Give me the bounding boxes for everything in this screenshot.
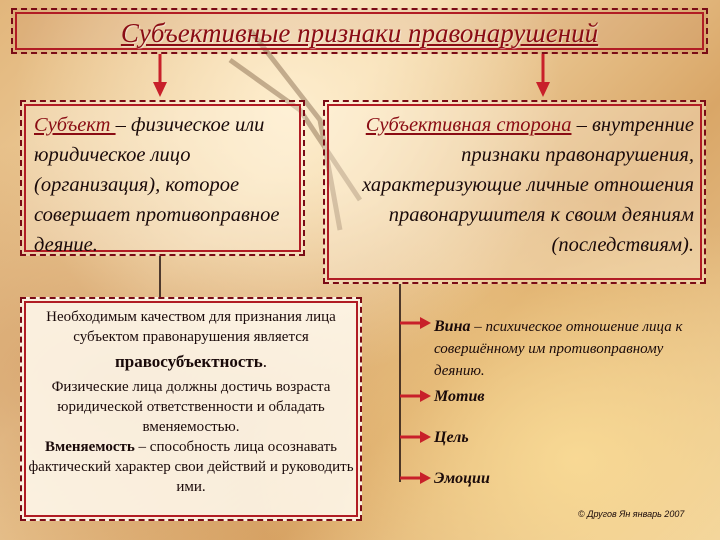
legal-capacity-key [28,347,354,377]
arrow-head-left [153,82,167,97]
legal-capacity-box [20,297,362,521]
item-emotions-term: Эмоции [434,470,490,487]
title-box [11,8,708,54]
legal-capacity-term: правосубъектность [114,352,263,371]
subject-text: – физическое или юридическое лицо (организация), которое совершает противоправное деяние. [34,114,280,256]
copyright-text: © Другов Ян январь 2007 [578,509,685,519]
subject-term: Субъект [34,114,116,136]
subjective-side-text: – внутренние признаки правонарушения, характеризующие личные отношения правонарушителя к своим деяниям (последствиям). [362,114,694,256]
item-guilt-desc: – психическое отношение лица к совершённому им противоправному деянию. [434,319,683,379]
sanity-term: Вменяемость [45,439,135,455]
item-motive [434,388,485,406]
sanity-text: – способность лица осознавать фактический характер свои действий и руководить ими. [28,439,354,495]
item-arrows [400,317,431,484]
item-guilt [434,316,696,382]
item-goal-term: Цель [434,429,469,446]
sanity-definition [28,437,354,497]
page-title: Субъективные признаки правонарушений [120,18,599,48]
subjective-side-definition [324,110,694,260]
item-motive-term: Мотив [434,388,485,405]
legal-capacity-text [28,307,354,497]
subjective-side-box [323,100,706,284]
item-guilt-term: Вина [434,318,471,335]
subject-definition [34,110,304,260]
arrow-head-right [536,82,550,97]
physical-persons-text: Физические лица должны достичь возраста юридической ответственности и обладать вменяемостью. [51,379,331,435]
subject-box [20,100,305,256]
item-goal [434,429,469,447]
subjective-side-term: Субъективная сторона [365,114,572,136]
legal-capacity-tail: . [262,352,268,371]
item-emotions [434,470,490,488]
legal-capacity-intro: Необходимым качеством для признания лица субъектом правонарушения является [46,309,336,345]
